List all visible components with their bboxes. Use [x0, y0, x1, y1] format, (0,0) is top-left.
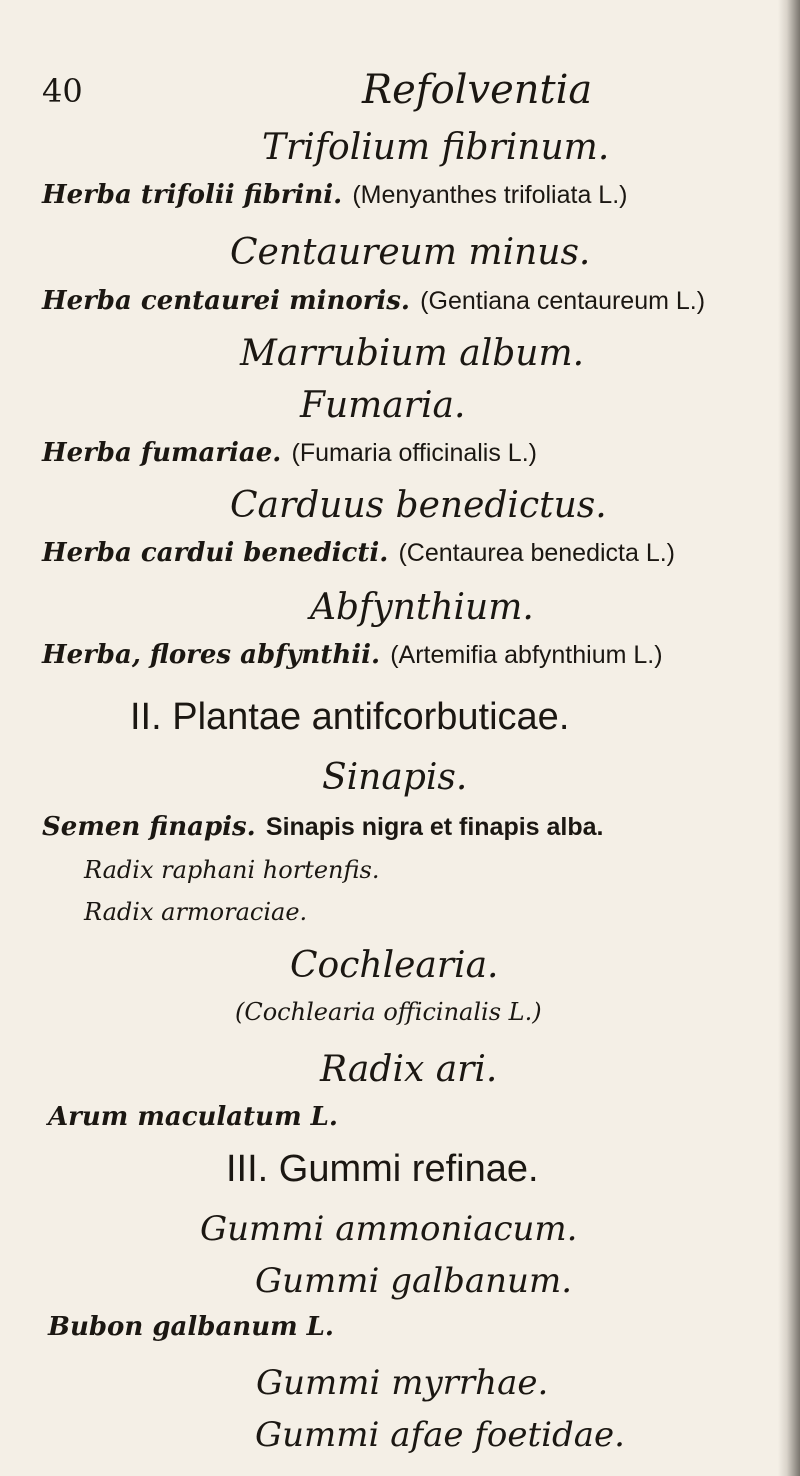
running-title: Refolventia: [362, 67, 593, 113]
entry-carduus: Herba cardui benedicti. (Centaurea benedicta L.): [42, 538, 675, 568]
heading-cochlearia: Cochlearia.: [290, 945, 499, 986]
entry-centaureum: Herba centaurei minoris. (Gentiana centaureum L.): [42, 286, 706, 316]
heading-radix-ari: Radix ari.: [320, 1049, 498, 1090]
section-heading-3: III. Gummi refinae.: [226, 1148, 539, 1190]
page-edge-shadow: [778, 0, 800, 1476]
entry-sinapis: Semen finapis. Sinapis nigra et finapis alba.: [42, 812, 604, 842]
section-heading-2: II. Plantae antifcorbuticae.: [130, 696, 570, 738]
heading-sinapis: Sinapis.: [322, 757, 468, 798]
heading-ammoniacum: Gummi ammoniacum.: [200, 1209, 578, 1249]
entry-arum: Arum maculatum L.: [48, 1102, 338, 1132]
heading-carduus: Carduus benedictus.: [230, 485, 607, 526]
heading-trifolium: Trifolium fibrinum.: [262, 127, 610, 168]
heading-absynthium: Abfynthium.: [310, 587, 534, 628]
entry-fumaria: Herba fumariae. (Fumaria officinalis L.): [42, 438, 537, 468]
heading-galbanum: Gummi galbanum.: [255, 1261, 573, 1301]
heading-marrubium: Marrubium album.: [240, 333, 585, 374]
entry-cochlearia: (Cochlearia officinalis L.): [235, 998, 542, 1026]
entry-armoraciae: Radix armoraciae.: [84, 898, 308, 926]
heading-myrrhae: Gummi myrrhae.: [256, 1363, 549, 1403]
page-number: 40: [42, 72, 83, 110]
heading-centaureum: Centaureum minus.: [230, 232, 591, 273]
entry-raphani: Radix raphani hortenfis.: [84, 856, 380, 884]
entry-bubon: Bubon galbanum L.: [48, 1312, 334, 1342]
heading-fumaria: Fumaria.: [300, 385, 466, 426]
entry-trifolium: Herba trifolii fibrini. (Menyanthes trifoliata L.): [42, 180, 628, 210]
entry-absynthium: Herba, flores abfynthii. (Artemifia abfynthium L.): [42, 640, 663, 670]
heading-afae: Gummi afae foetidae.: [255, 1415, 625, 1455]
